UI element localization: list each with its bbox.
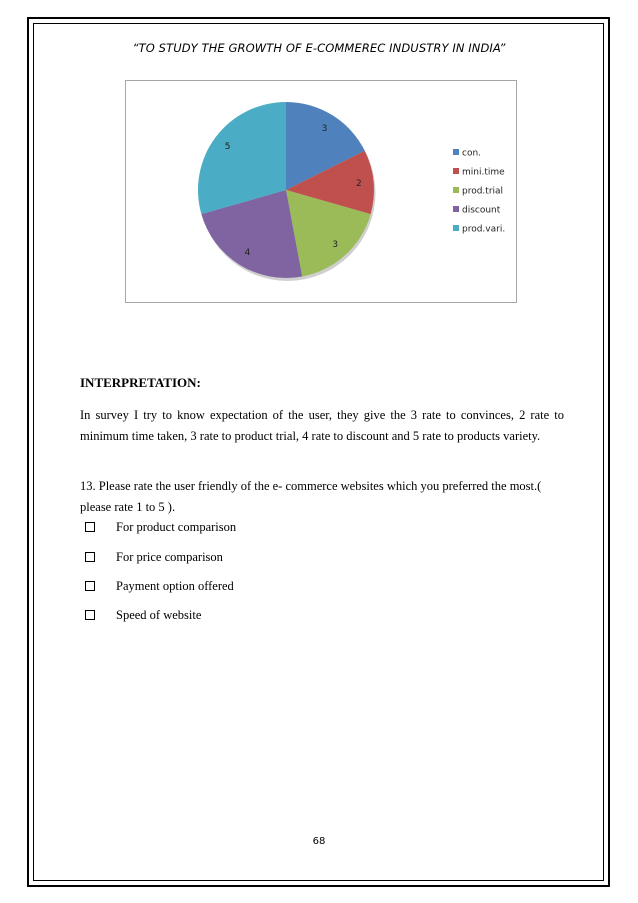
- option-label: For product comparison: [116, 519, 237, 534]
- legend-entry: discount: [462, 205, 501, 216]
- pie-data-label: 2: [355, 179, 362, 190]
- checkbox-icon[interactable]: [85, 581, 95, 591]
- option-payment-offered[interactable]: [80, 578, 234, 594]
- checkbox-icon[interactable]: [85, 610, 95, 620]
- legend-entry: mini.time: [462, 167, 505, 178]
- legend-swatch: [453, 187, 459, 193]
- legend-swatch: [453, 168, 459, 174]
- pie-data-label: 3: [332, 240, 339, 251]
- option-product-comparison[interactable]: [80, 519, 236, 535]
- pie-chart-svg: [126, 81, 518, 304]
- legend-swatch: [453, 225, 459, 231]
- pie-data-label: 3: [321, 123, 328, 134]
- legend-entry: prod.vari.: [462, 224, 506, 235]
- legend-swatch: [453, 149, 459, 155]
- page-header-title: “TO STUDY THE GROWTH OF E-COMMEREC INDUSTRY IN INDIA”: [132, 41, 506, 55]
- legend-swatch: [453, 206, 459, 212]
- pie-data-label: 5: [224, 141, 231, 152]
- pie-data-label: 4: [244, 248, 251, 259]
- pie-chart: [125, 80, 517, 303]
- legend-entry: con.: [462, 148, 482, 159]
- checkbox-icon[interactable]: [85, 552, 95, 562]
- option-speed-of-website[interactable]: [80, 607, 201, 623]
- interpretation-text: In survey I try to know expectation of the user, they give the 3 rate to convinces, 2 rate to minimum time taken, 3 rate to product trial, 4 rate to discount and 5 rate to products variety.: [80, 408, 564, 443]
- question-text: 13. Please rate the user friendly of the e- commerce websites which you preferred the most.( please rate 1 to 5 ).: [80, 479, 542, 514]
- option-label: Payment option offered: [116, 578, 234, 593]
- legend-entry: prod.trial: [462, 186, 504, 197]
- option-price-comparison[interactable]: [80, 549, 223, 565]
- interpretation-heading: INTERPRETATION:: [80, 375, 201, 390]
- checkbox-icon[interactable]: [85, 522, 95, 532]
- option-label: For price comparison: [116, 549, 223, 564]
- page-number: 68: [312, 836, 326, 847]
- option-label: Speed of website: [116, 607, 202, 622]
